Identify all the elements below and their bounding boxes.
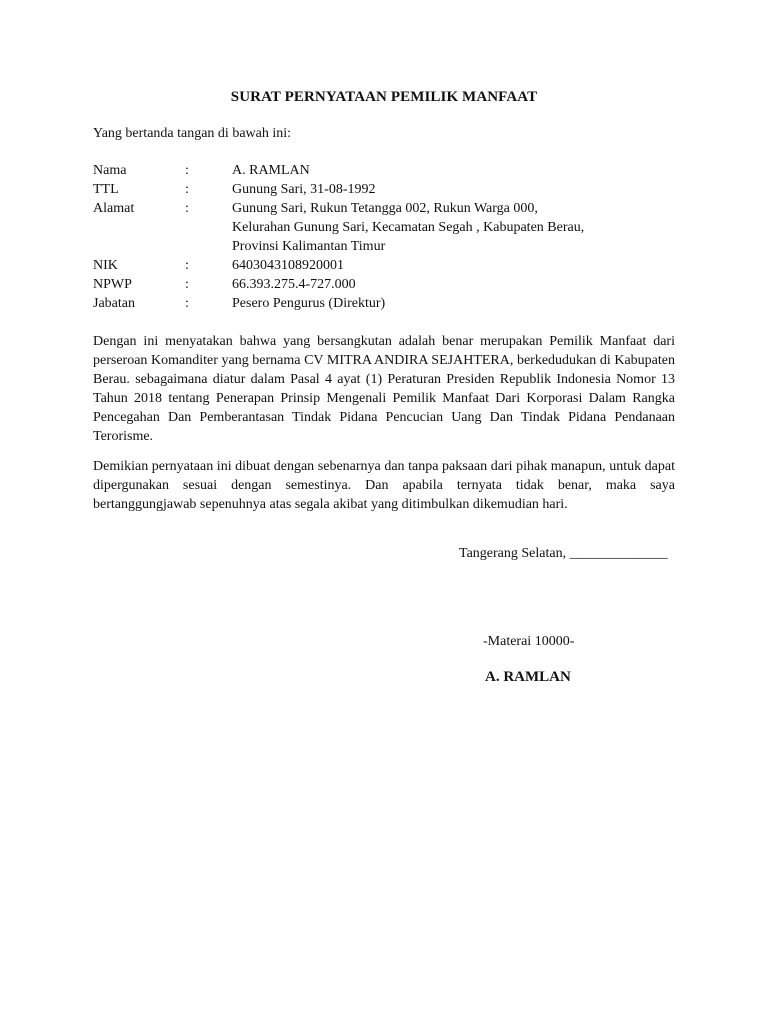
field-value-ttl: Gunung Sari, 31-08-1992 (232, 182, 376, 197)
field-row-nik (93, 256, 683, 275)
field-row-npwp (93, 275, 683, 294)
closing-paragraph: Demikian pernyataan ini dibuat dengan sebenarnya dan tanpa paksaan dari pihak manapun, untuk dapat dipergunakan sesuai dengan semestinya. Dan apabila ternyata tidak benar, maka saya bertanggungjawab sepenuhnya atas segala akibat yang ditimbulkan dikemudian hari. (93, 459, 675, 512)
field-label-nama: Nama (93, 163, 127, 178)
field-colon: : (185, 258, 189, 273)
field-value-nama: A. RAMLAN (232, 163, 310, 178)
field-colon: : (185, 201, 189, 216)
alamat-line-3: Provinsi Kalimantan Timur (232, 239, 386, 254)
document-title: SURAT PERNYATAAN PEMILIK MANFAAT (230, 89, 538, 105)
statement-paragraph: Dengan ini menyatakan bahwa yang bersangkutan adalah benar merupakan Pemilik Manfaat dari perseroan Komanditer yang bernama CV MITRA ANDIRA SEJAHTERA, berkedudukan di Kabupaten Berau. sebagaimana diatur dalam Pasal 4 ayat (1) Peraturan Presiden Republik Indonesia Nomor 13 Tahun 2018 tentang Penerapan Prinsip Mengenali Pemilik Manfaat Dari Korporasi Dalam Rangka Pencegahan Dan Pemberantasan Tindak Pidana Pencucian Uang Dan Tindak Pidana Pendanaan Terorisme. (93, 334, 675, 444)
field-colon: : (185, 182, 189, 197)
field-row-jabatan (93, 294, 683, 313)
intro-text: Yang bertanda tangan di bawah ini: (93, 126, 292, 141)
field-value-nik: 6403043108920001 (232, 258, 344, 273)
field-value-jabatan: Pesero Pengurus (Direktur) (232, 296, 386, 311)
alamat-line-2: Kelurahan Gunung Sari, Kecamatan Segah , Kabupaten Berau, (232, 220, 585, 235)
field-label-ttl: TTL (93, 182, 119, 197)
field-value-npwp: 66.393.275.4-727.000 (232, 277, 356, 292)
field-colon: : (185, 296, 189, 311)
signer-name: A. RAMLAN (485, 669, 571, 685)
field-label-npwp: NPWP (93, 277, 132, 292)
field-row-alamat (93, 199, 683, 256)
materai-stamp-text: -Materai 10000- (483, 634, 575, 649)
field-colon: : (185, 277, 189, 292)
field-label-nik: NIK (93, 258, 118, 273)
identity-fields (93, 161, 683, 313)
place-date: Tangerang Selatan, ______________ (459, 546, 668, 561)
alamat-line-1: Gunung Sari, Rukun Tetangga 002, Rukun Warga 000, (232, 201, 538, 216)
field-label-jabatan: Jabatan (93, 296, 135, 311)
field-label-alamat: Alamat (93, 201, 135, 216)
field-row-ttl (93, 180, 683, 199)
field-value-alamat (232, 199, 683, 256)
field-colon: : (185, 163, 189, 178)
field-row-nama (93, 161, 683, 180)
